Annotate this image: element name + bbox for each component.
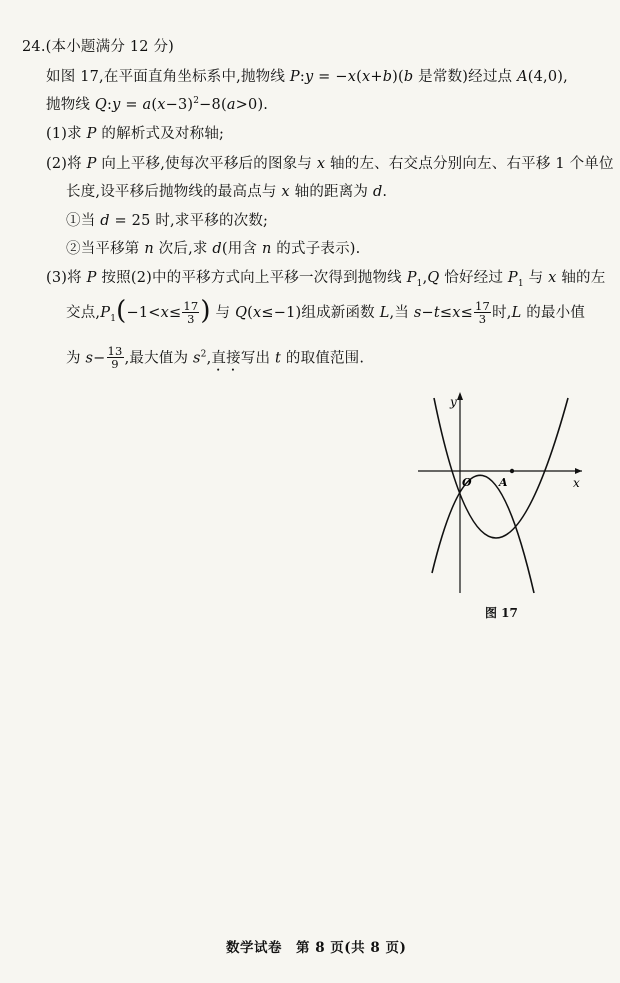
var-L: L bbox=[379, 305, 390, 321]
var-b: b bbox=[382, 69, 393, 85]
figure-caption: 图 17 bbox=[485, 606, 518, 620]
var-A: A bbox=[517, 69, 528, 85]
text: 写出 bbox=[240, 350, 276, 367]
var-t: t bbox=[275, 350, 282, 367]
var-Q: Q bbox=[94, 97, 108, 113]
text: 按照(2)中的平移方式向上平移一次得到抛物线 bbox=[96, 270, 407, 286]
text: 为 bbox=[66, 350, 86, 367]
text: 轴的左 bbox=[556, 270, 606, 286]
var-P: P bbox=[86, 156, 97, 172]
text: , bbox=[206, 350, 212, 367]
var-b: b bbox=[403, 69, 414, 85]
frac-den: 3 bbox=[187, 311, 195, 326]
text: ≤ bbox=[460, 305, 474, 321]
var-x: x bbox=[361, 69, 371, 85]
text: ( bbox=[356, 69, 362, 85]
var-P: P bbox=[86, 270, 97, 286]
text: ( bbox=[247, 305, 254, 321]
subscript: 1 bbox=[110, 313, 117, 324]
text: ,当 bbox=[389, 305, 414, 321]
var-x: x bbox=[316, 156, 326, 172]
x-axis-arrow bbox=[575, 468, 582, 474]
text: 长度,设平移后抛物线的最高点与 bbox=[66, 184, 282, 200]
var-x: x bbox=[281, 184, 290, 200]
text: (3)将 bbox=[46, 270, 87, 286]
text: 次后,求 bbox=[153, 241, 213, 257]
var-t: t bbox=[433, 305, 440, 321]
var-x: x bbox=[160, 305, 169, 321]
exponent: 2 bbox=[193, 96, 200, 107]
text: (4,0), bbox=[527, 69, 568, 85]
intro-line-1 bbox=[46, 65, 568, 86]
figure-17 bbox=[410, 388, 590, 598]
var-P1: P bbox=[507, 270, 518, 286]
text: ≤ bbox=[168, 305, 182, 321]
text: (1)求 bbox=[46, 126, 87, 142]
var-x: x bbox=[253, 305, 262, 321]
text: = − bbox=[313, 69, 348, 85]
big-paren: ) bbox=[200, 296, 211, 326]
part-2-line-1 bbox=[46, 152, 614, 173]
text: ②当平移第 bbox=[66, 241, 145, 257]
subscript: 1 bbox=[416, 278, 423, 289]
text: 的解析式及对称轴; bbox=[96, 126, 225, 142]
point-A bbox=[510, 469, 514, 473]
text: 时, bbox=[492, 305, 512, 321]
var-n: n bbox=[144, 241, 154, 257]
var-y: y bbox=[112, 97, 121, 113]
intro-line-2 bbox=[46, 93, 268, 114]
text: 的最小值 bbox=[521, 305, 586, 321]
text: 抛物线 bbox=[46, 97, 95, 113]
var-x: x bbox=[452, 305, 461, 321]
var-P1: P bbox=[406, 270, 417, 286]
text: 向上平移,使每次平移后的图象与 bbox=[96, 156, 317, 172]
subscript: 1 bbox=[517, 278, 524, 289]
var-x: x bbox=[157, 97, 166, 113]
big-paren: ( bbox=[116, 296, 127, 326]
text: 的取值范围. bbox=[281, 350, 365, 367]
text: ( bbox=[151, 97, 158, 113]
frac-den: 3 bbox=[478, 311, 487, 326]
text: : bbox=[107, 97, 113, 113]
var-a: a bbox=[142, 97, 152, 113]
parabola-Q bbox=[434, 398, 568, 538]
x-axis-label: x bbox=[573, 476, 580, 490]
parabola-P bbox=[432, 475, 534, 593]
var-d: d bbox=[212, 241, 222, 257]
frac-num: 13 bbox=[107, 344, 123, 358]
text: 交点, bbox=[66, 305, 101, 321]
part-2-sub-1 bbox=[66, 209, 268, 230]
origin-label: O bbox=[462, 476, 472, 489]
frac-den: 9 bbox=[111, 357, 119, 371]
part-2-sub-2 bbox=[66, 237, 360, 258]
text: −8( bbox=[199, 97, 227, 113]
var-P1: P bbox=[100, 305, 111, 321]
text: ①当 bbox=[66, 213, 101, 229]
text: , bbox=[422, 270, 428, 286]
text: 与 bbox=[210, 305, 236, 321]
part-3-line-2 bbox=[66, 298, 585, 328]
var-s: s bbox=[193, 350, 201, 367]
y-axis-label: y bbox=[450, 395, 457, 409]
part-1 bbox=[46, 122, 224, 143]
y-axis-arrow bbox=[457, 392, 463, 400]
text: 的式子表示). bbox=[271, 241, 361, 257]
emphasis-text: 直接 bbox=[211, 350, 241, 367]
text: 恰好经过 bbox=[439, 270, 508, 286]
frac-num: 17 bbox=[183, 298, 199, 313]
text: 是常数)经过点 bbox=[413, 69, 518, 85]
text: ≤ bbox=[439, 305, 453, 321]
part-3-line-1 bbox=[46, 266, 605, 289]
var-Q: Q bbox=[427, 270, 440, 286]
text: 轴的距离为 bbox=[289, 184, 373, 200]
var-n: n bbox=[261, 241, 272, 257]
text: = 25 时,求平移的次数; bbox=[109, 213, 269, 229]
text: − bbox=[93, 350, 106, 367]
fraction-17-3 bbox=[182, 300, 199, 325]
frac-num: 17 bbox=[475, 298, 491, 313]
text: −3) bbox=[165, 97, 194, 113]
page-footer: 数学试卷 第 8 页(共 8 页) bbox=[226, 940, 407, 956]
text: >0). bbox=[235, 97, 269, 113]
var-x: x bbox=[548, 270, 557, 286]
text: : bbox=[299, 69, 305, 85]
var-d: d bbox=[372, 184, 383, 200]
text: . bbox=[382, 184, 388, 200]
part-2-line-2 bbox=[66, 180, 387, 201]
fraction-13-9 bbox=[107, 345, 124, 370]
text: 如图 17,在平面直角坐标系中,抛物线 bbox=[46, 69, 290, 85]
text: = bbox=[120, 97, 143, 113]
text: 与 bbox=[523, 270, 549, 286]
text: ≤−1)组成新函数 bbox=[261, 305, 380, 321]
var-s: s bbox=[85, 350, 94, 367]
text: − bbox=[421, 305, 434, 321]
var-s: s bbox=[413, 305, 422, 321]
part-3-line-3 bbox=[66, 346, 364, 375]
var-L: L bbox=[511, 305, 522, 321]
text: −1< bbox=[126, 305, 161, 321]
var-Q: Q bbox=[235, 305, 248, 321]
var-d: d bbox=[100, 213, 110, 229]
var-x: x bbox=[347, 69, 357, 85]
point-A-label: A bbox=[499, 476, 508, 489]
var-P: P bbox=[289, 69, 300, 85]
problem-header bbox=[22, 35, 174, 56]
var-a: a bbox=[226, 97, 236, 113]
text: ,最大值为 bbox=[124, 350, 193, 367]
text: 轴的左、右交点分别向左、右平移 1 个单位 bbox=[325, 156, 614, 172]
fraction-17-3 bbox=[474, 300, 491, 325]
text: + bbox=[370, 69, 383, 85]
text: (2)将 bbox=[46, 156, 87, 172]
var-y: y bbox=[304, 69, 314, 85]
exponent: 2 bbox=[200, 349, 207, 360]
text: )( bbox=[392, 69, 404, 85]
text: (用含 bbox=[221, 241, 262, 257]
var-P: P bbox=[86, 126, 97, 142]
problem-number: 24.(本小题满分 12 分) bbox=[22, 39, 175, 55]
